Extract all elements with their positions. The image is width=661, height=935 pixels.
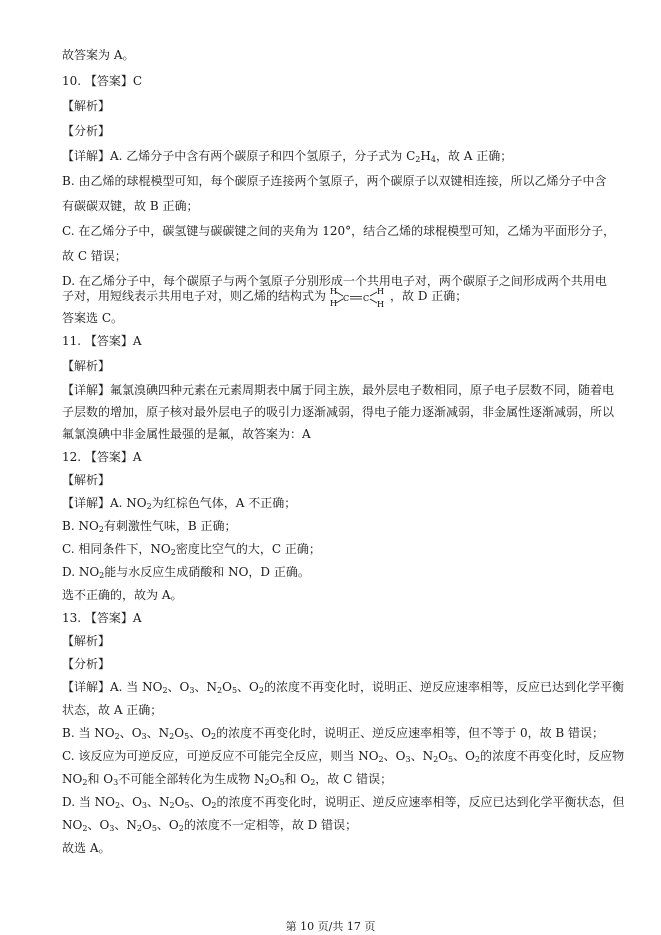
q13-b: B. 当 $NO_2$、$O_3$、$N_2O_5$、$O_2$的浓度不再变化时，说明正、逆反应速率相等，但不等于 0，故 B 错误； [62, 726, 605, 741]
answer-heading-12: 12. 【答案】A [62, 450, 142, 464]
q13-fenxi-label: 【分析】 [62, 657, 111, 671]
q10-b-line2: 有碳碳双键，故 B 正确； [62, 199, 199, 213]
struct-h2: H [330, 298, 337, 308]
q10-c-line1: C. 在乙烯分子中，碳氢键与碳碳键之间的夹角为 120°，结合乙烯的球棍模型可知，乙烯为平面形分子， [62, 224, 616, 238]
q12-conclusion: 选不正确的，故为 A。 [62, 588, 183, 602]
q13-c-line1: C. 该反应为可逆反应，可逆反应不可能完全反应，则当 $NO_2$、$O_3$、$N_2O_5$、$O_2$的浓度不再变化时，反应物 [62, 749, 625, 764]
page-footer: 第 10 页/共 17 页 [285, 920, 376, 933]
q13-c-line2: $NO_2$和 $O_3$不可能全部转化为生成物 $N_2O_5$和 $O_2$，故 C 错误； [62, 772, 393, 787]
fenxi-label: 【分析】 [62, 124, 111, 138]
q13-d-line1: D. 当 $NO_2$、$O_3$、$N_2O_5$、$O_2$的浓度不再变化时，说明正、逆反应速率相等，反应已达到化学平衡状态，但 [62, 795, 625, 810]
text-line: 故答案为 A。 [62, 48, 135, 62]
answer-heading-11: 11. 【答案】A [62, 334, 142, 348]
q13-a-line2: 状态，故 A 正确； [62, 703, 163, 717]
q13-d-line2: $NO_2$、$O_3$、$N_2O_5$、$O_2$的浓度不一定相等，故 D 错误； [62, 818, 358, 833]
q10-c-line2: 故 C 错误； [62, 249, 127, 263]
q13-conclusion: 故选 A。 [62, 841, 111, 855]
q12-d: D. $NO_2$能与水反应生成硝酸和 NO，D 正确。 [62, 565, 310, 580]
q10-b-line1: B. 由乙烯的球棍模型可知，每个碳原子连接两个氢原子，两个碳原子以双键相连接，所以乙烯分子中含 [62, 174, 607, 188]
q12-b: B. $NO_2$有刺激性气味，B 正确； [62, 519, 237, 534]
struct-c1: C [343, 293, 350, 303]
ethylene-structure-diagram [328, 285, 388, 309]
q11-line2: 子层数的增加，原子核对最外层电子的吸引力逐渐减弱，得电子能力逐渐减弱，非金属性逐渐减弱，所以 [62, 405, 615, 419]
q12-c: C. 相同条件下，$NO_2$密度比空气的大，C 正确； [62, 542, 321, 557]
q10-d-line2: 子对，用短线表示共用电子对，则乙烯的结构式为 H H C C H H ，故 D 正确； [62, 286, 468, 309]
q10-conclusion: 答案选 C。 [62, 311, 123, 325]
analysis-label: 【解析】 [62, 99, 111, 113]
answer-heading-13: 13. 【答案】A [62, 611, 142, 625]
q11-line3: 氟氯溴碘中非金属性最强的是氟，故答案为：A [62, 427, 311, 441]
q12-a: 【详解】A. $NO_2$为红棕色气体，A 不正确； [62, 496, 297, 511]
q10-detail-a: 【详解】A. 乙烯分子中含有两个碳原子和四个氢原子，分子式为 $C_2H_4$，故 A 正确； [62, 149, 513, 164]
q11-analysis-label: 【解析】 [62, 359, 111, 373]
answer-heading-10: 10. 【答案】C [62, 74, 143, 88]
struct-h1: H [330, 286, 337, 296]
struct-c2: C [363, 293, 370, 303]
q12-analysis-label: 【解析】 [62, 473, 111, 487]
q13-a-line1: 【详解】A. 当 $NO_2$、$O_3$、$N_2O_5$、$O_2$的浓度不再变化时，说明正、逆反应速率相等，反应已达到化学平衡 [62, 680, 624, 695]
q13-analysis-label: 【解析】 [62, 634, 111, 648]
struct-h3: H [377, 286, 384, 296]
q11-line1: 【详解】氟氯溴碘四种元素在元素周期表中属于同主族，最外层电子数相同，原子电子层数不同，随着电 [62, 383, 615, 397]
q10-d-line1: D. 在乙烯分子中，每个碳原子与两个氢原子分别形成一个共用电子对，两个碳原子之间形成两个共用电 [62, 274, 607, 288]
struct-h4: H [377, 299, 384, 309]
